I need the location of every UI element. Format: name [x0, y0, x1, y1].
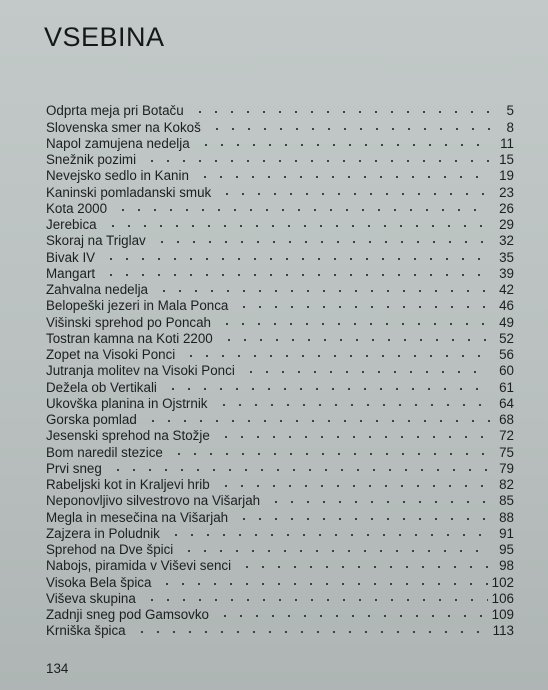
- toc-entry-page: 35: [499, 249, 514, 265]
- toc-entry-title: Višinski sprehod po Poncah: [46, 314, 212, 330]
- toc-entry-page: 95: [499, 542, 514, 557]
- toc-entry-title: Viševa skupina: [46, 590, 136, 606]
- toc-entry: [46, 363, 514, 379]
- dot-leader: [154, 238, 490, 246]
- toc-entry: [46, 201, 514, 217]
- toc-entry-title: Kota 2000: [46, 200, 108, 216]
- toc-entry-title: Nabojs, piramida v Viševi senci: [46, 558, 232, 574]
- toc-entry-title: Skoraj na Triglav: [46, 233, 146, 249]
- dot-leader: [268, 498, 490, 506]
- toc-entry-title: Ukovška planina in Ojstrnik: [46, 395, 208, 411]
- toc-entry-title: Zadnji sneg pod Gamsovko: [46, 607, 210, 622]
- dot-leader: [192, 108, 490, 116]
- toc-entry: [46, 249, 514, 265]
- toc-entry: [46, 509, 514, 525]
- toc-entry: [46, 331, 514, 347]
- toc-entry: [46, 526, 514, 542]
- dot-leader: [145, 417, 490, 425]
- toc-entry-title: Nevejsko sedlo in Kanin: [46, 168, 189, 184]
- toc-entry-title: Sprehod na Dve špici: [46, 542, 174, 557]
- toc-entry-title: Zopet na Visoki Ponci: [46, 347, 176, 362]
- dot-leader: [181, 547, 490, 555]
- toc-entry-page: 8: [506, 119, 514, 135]
- toc-entry-page: 49: [499, 314, 514, 330]
- dot-leader: [236, 303, 490, 311]
- toc-entry-page: 26: [499, 200, 514, 216]
- toc-entry: [46, 379, 514, 395]
- toc-entry-page: 102: [491, 574, 514, 590]
- toc-entry-page: 5: [506, 103, 514, 119]
- dot-leader: [156, 287, 490, 295]
- toc-entry-title: Belopeški jezeri in Mala Ponca: [46, 298, 229, 314]
- page-number: 134: [46, 661, 69, 676]
- toc-entry-page: 46: [499, 298, 514, 314]
- toc-entry: [46, 266, 514, 282]
- toc-entry: [46, 396, 514, 412]
- dot-leader: [218, 433, 490, 441]
- toc-entry-title: Mangart: [46, 265, 96, 281]
- toc-entry: [46, 591, 514, 607]
- toc-entry: [46, 298, 514, 314]
- toc-entry-title: Jesenski sprehod na Stožje: [46, 428, 210, 444]
- toc-entry-title: Megla in mesečina na Višarjah: [46, 509, 229, 525]
- toc-entry: [46, 461, 514, 477]
- toc-entry-title: Odprta meja pri Botaču: [46, 103, 184, 119]
- toc-entry-page: 85: [499, 493, 514, 509]
- toc-entry: [46, 412, 514, 428]
- toc-entry-page: 82: [499, 477, 514, 492]
- toc-entry: [46, 119, 514, 135]
- dot-leader: [217, 612, 488, 620]
- toc-entry-title: Zajzera in Poludnik: [46, 525, 160, 541]
- toc-entry-page: 29: [499, 217, 514, 232]
- page-title: VSEBINA: [44, 22, 165, 52]
- toc-entry: [46, 217, 514, 233]
- dot-leader: [103, 255, 490, 263]
- toc-entry-page: 75: [499, 444, 514, 460]
- toc-entry-page: 72: [499, 428, 514, 444]
- dot-leader: [218, 482, 490, 490]
- toc-entry-page: 88: [499, 509, 514, 525]
- toc-entry-page: 113: [492, 623, 514, 639]
- dot-leader: [171, 450, 490, 458]
- toc-entry-page: 91: [499, 525, 514, 541]
- toc-entry-title: Neponovljivo silvestrovo na Višarjah: [46, 493, 261, 509]
- toc-entry: [46, 184, 514, 200]
- dot-leader: [236, 515, 490, 523]
- toc-entry-page: 23: [499, 184, 514, 200]
- toc-entry: [46, 477, 514, 493]
- dot-leader: [243, 368, 490, 376]
- dot-leader: [209, 125, 490, 133]
- toc-entry-page: 52: [499, 330, 514, 346]
- toc-entry-title: Tostran kamna na Koti 2200: [46, 330, 213, 346]
- toc-entry: [46, 574, 514, 590]
- dot-leader: [115, 206, 490, 214]
- toc-entry-page: 56: [499, 347, 514, 362]
- toc-entry: [46, 282, 514, 298]
- dot-leader: [165, 385, 490, 393]
- toc-entry-page: 19: [499, 168, 514, 184]
- toc-entry: [46, 428, 514, 444]
- dot-leader: [105, 222, 490, 230]
- toc-entry-page: 60: [499, 363, 514, 379]
- toc-entry-title: Visoka Bela špica: [46, 574, 152, 590]
- toc-entry-title: Gorska pomlad: [46, 412, 137, 427]
- dot-leader: [216, 401, 491, 409]
- dot-leader: [110, 466, 490, 474]
- toc-entry: [46, 347, 514, 363]
- toc-entry-title: Bivak IV: [46, 249, 96, 265]
- toc-entry-title: Dežela ob Vertikali: [46, 379, 157, 395]
- toc-entry-title: Krniška špica: [46, 623, 126, 639]
- table-of-contents: [46, 103, 514, 639]
- toc-entry-page: 64: [499, 395, 514, 411]
- toc-entry-page: 68: [499, 412, 514, 427]
- toc-entry-page: 11: [500, 135, 514, 151]
- toc-entry: [46, 168, 514, 184]
- toc-entry: [46, 233, 514, 249]
- toc-entry: [46, 558, 514, 574]
- toc-entry-title: Zahvalna nedelja: [46, 282, 148, 297]
- toc-entry-page: 109: [491, 607, 514, 622]
- toc-entry-page: 39: [499, 265, 514, 281]
- toc-entry-title: Napol zamujena nedelja: [46, 135, 190, 151]
- toc-entry: [46, 136, 514, 152]
- toc-entry: [46, 103, 514, 119]
- dot-leader: [134, 628, 489, 636]
- toc-entry: [46, 623, 514, 639]
- toc-entry-title: Kaninski pomladanski smuk: [46, 184, 212, 200]
- toc-entry-page: 98: [499, 558, 514, 574]
- toc-entry-title: Jerebica: [46, 217, 97, 232]
- dot-leader: [144, 157, 490, 165]
- dot-leader: [239, 563, 490, 571]
- toc-entry: [46, 607, 514, 623]
- dot-leader: [219, 190, 490, 198]
- toc-entry-title: Rabeljski kot in Kraljevi hrib: [46, 477, 210, 492]
- dot-leader: [168, 531, 490, 539]
- toc-entry-title: Slovenska smer na Kokoš: [46, 119, 201, 135]
- toc-entry-page: 61: [499, 379, 514, 395]
- toc-entry-title: Prvi sneg: [46, 460, 102, 476]
- dot-leader: [198, 141, 490, 149]
- toc-entry-title: Snežnik pozimi: [46, 152, 137, 167]
- toc-entry-page: 32: [499, 233, 514, 249]
- dot-leader: [183, 352, 490, 360]
- dot-leader: [197, 173, 490, 181]
- toc-entry: [46, 314, 514, 330]
- toc-entry: [46, 152, 514, 168]
- dot-leader: [144, 596, 488, 604]
- toc-entry-page: 42: [499, 282, 514, 297]
- dot-leader: [219, 320, 490, 328]
- dot-leader: [103, 271, 490, 279]
- dot-leader: [159, 580, 487, 588]
- toc-entry: [46, 444, 514, 460]
- toc-entry-title: Bom naredil stezice: [46, 444, 163, 460]
- toc-entry-page: 106: [491, 590, 514, 606]
- toc-entry-page: 15: [499, 152, 514, 167]
- toc-entry: [46, 493, 514, 509]
- toc-entry-title: Jutranja molitev na Visoki Ponci: [46, 363, 235, 379]
- toc-entry-page: 79: [499, 460, 514, 476]
- toc-entry: [46, 542, 514, 558]
- dot-leader: [221, 336, 490, 344]
